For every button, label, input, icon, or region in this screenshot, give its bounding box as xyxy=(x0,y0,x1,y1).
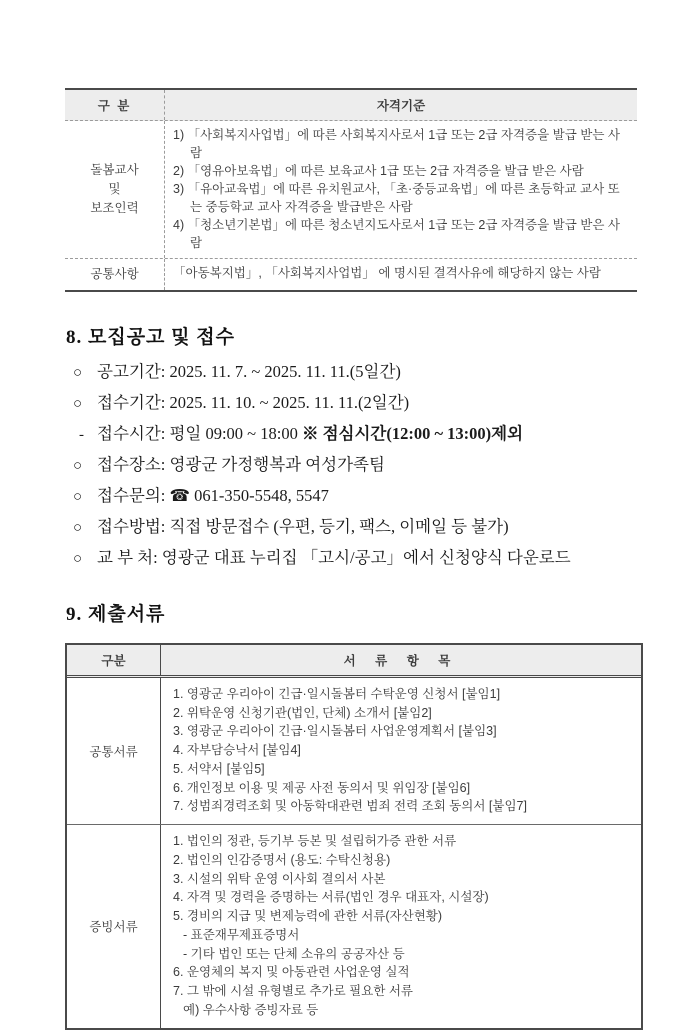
dash-bullet-icon: - xyxy=(79,426,84,443)
list-item-text: 접수방법: 직접 방문접수 (우편, 등기, 팩스, 이메일 등 불가) xyxy=(97,516,509,536)
row-criteria-list xyxy=(165,259,637,290)
circle-bullet-icon: ○ xyxy=(73,550,83,567)
header-cell-document-items: 서 류 항 목 xyxy=(343,653,459,668)
text-line: 2. 법인의 인감증명서 (용도: 수탁신청용) xyxy=(173,852,391,867)
list-item-application-hours xyxy=(79,424,637,445)
header-cell-category: 구분 xyxy=(67,645,161,675)
text-line: - 표준재무제표증명서 xyxy=(183,927,300,942)
header-cell-category: 구 분 xyxy=(65,90,165,120)
text-line: 2. 위탁운영 신청기관(법인, 단체) 소개서 [붙임2] xyxy=(173,705,432,720)
header-cell-criteria: 자격기준 xyxy=(376,99,426,113)
text-line: 증빙서류 xyxy=(89,920,138,935)
circle-bullet-icon: ○ xyxy=(73,519,83,536)
text-line: 6. 운영체의 복지 및 아동관련 사업운영 실적 xyxy=(173,965,410,980)
row-label xyxy=(67,678,161,824)
list-item-notice-period xyxy=(73,362,637,383)
list-item-text: 공고기간: 2025. 11. 7. ~ 2025. 11. 11.(5일간) xyxy=(97,361,401,381)
circle-bullet-icon: ○ xyxy=(73,395,83,412)
text-line: 보조인력 xyxy=(90,200,139,215)
text-line: 4) 「청소년기본법」에 따른 청소년지도사로서 1급 또는 2급 자격증을 발급 받은 사람 xyxy=(173,218,620,250)
list-item-application-place xyxy=(73,455,637,476)
list-item-application-period xyxy=(73,393,637,414)
list-item-text xyxy=(97,486,329,505)
list-item-text: 접수장소: 영광군 가정행복과 여성가족팀 xyxy=(97,454,385,474)
table-row-common-requirement xyxy=(65,258,637,290)
text-line: 예) 우수사항 증빙자료 등 xyxy=(183,1002,319,1017)
contact-label: 접수문의: xyxy=(97,485,170,505)
text-line: 3. 시설의 위탁 운영 이사회 결의서 사본 xyxy=(173,871,386,886)
section8-title: 8. 모집공고 및 접수 xyxy=(66,326,235,348)
text-line: 4. 자부담승낙서 [붙임4] xyxy=(173,743,301,757)
text-line: 7. 그 밖에 시설 유형별로 추가로 필요한 서류 xyxy=(173,984,414,998)
text-line: 돌봄교사 xyxy=(90,163,139,178)
text-line: 3) 「유아교육법」에 따른 유치원교사, 「초·중등교육법」에 따른 초등학교 교사 또는 중등학교 교사 자격증을 발급받은 사람 xyxy=(173,182,620,214)
text-line: 5. 경비의 지급 및 변제능력에 관한 서류(자산현황) xyxy=(173,909,443,923)
text-line: 3. 영광군 우리아이 긴급·일시돌봄터 사업운영계획서 [붙임3] xyxy=(173,724,497,739)
circle-bullet-icon: ○ xyxy=(73,457,83,474)
list-item-application-method xyxy=(73,517,637,538)
row-document-list xyxy=(161,825,641,1028)
phone-icon: ☎ xyxy=(169,485,191,505)
circle-bullet-icon: ○ xyxy=(73,364,83,381)
row-label xyxy=(67,825,161,1028)
row-label xyxy=(65,121,165,258)
hours-text: 접수시간: 평일 09:00 ~ 18:00 xyxy=(97,423,302,443)
table-row-care-teacher xyxy=(65,121,637,258)
qualification-table-header xyxy=(65,90,637,121)
text-line: 공통사항 xyxy=(90,267,139,281)
list-item-form-download xyxy=(73,548,637,569)
section9-title: 9. 제출서류 xyxy=(66,603,166,625)
qualification-table xyxy=(65,88,637,292)
list-item-text: 교 부 처: 영광군 대표 누리집 「고시/공고」에서 신청양식 다운로드 xyxy=(97,547,571,567)
list-item-text: 접수기간: 2025. 11. 10. ~ 2025. 11. 11.(2일간) xyxy=(97,392,410,412)
text-line: 1) 「사회복지사업법」에 따른 사회복지사로서 1급 또는 2급 자격증을 발급 받는 사람 xyxy=(173,128,620,160)
text-line: 1. 영광군 우리아이 긴급·일시돌봄터 수탁운영 신청서 [붙임1] xyxy=(173,686,501,701)
table-row-evidence-documents xyxy=(67,824,641,1028)
text-line: 4. 자격 및 경력을 증명하는 서류(법인 경우 대표자, 시설장) xyxy=(173,890,489,905)
list-item-text xyxy=(97,424,523,443)
text-line: 6. 개인정보 이용 및 제공 사전 동의서 및 위임장 [붙임6] xyxy=(173,780,471,795)
text-line: 7. 성범죄경력조회 및 아동학대관련 범죄 전력 조회 동의서 [붙임7] xyxy=(173,799,527,814)
table-row-common-documents xyxy=(67,678,641,824)
row-document-list xyxy=(161,678,641,824)
list-item-contact xyxy=(73,486,637,507)
text-line: - 기타 법인 또는 단체 소유의 공공자산 등 xyxy=(183,946,405,961)
text-line: 및 xyxy=(108,182,121,197)
phone-number: 061-350-5548, 5547 xyxy=(190,485,329,505)
row-label xyxy=(65,259,165,290)
documents-table-header xyxy=(67,645,641,678)
text-line: 5. 서약서 [붙임5] xyxy=(173,761,265,776)
section8-list xyxy=(65,362,637,569)
text-line: 1. 법인의 정관, 등기부 등본 및 설립허가증 관한 서류 xyxy=(173,834,457,848)
row-criteria-list xyxy=(165,121,637,258)
text-line: 2) 「영유아보육법」에 따른 보육교사 1급 또는 2급 자격증을 발급 받은 사람 xyxy=(173,164,584,178)
lunch-break-note: ※ 점심시간(12:00 ~ 13:00)제외 xyxy=(301,423,524,443)
text-line: 「아동복지법」, 「사회복지사업법」 에 명시된 결격사유에 해당하지 않는 사람 xyxy=(173,266,601,280)
text-line: 공통서류 xyxy=(89,744,138,759)
documents-table xyxy=(65,643,643,1030)
circle-bullet-icon: ○ xyxy=(73,488,83,505)
